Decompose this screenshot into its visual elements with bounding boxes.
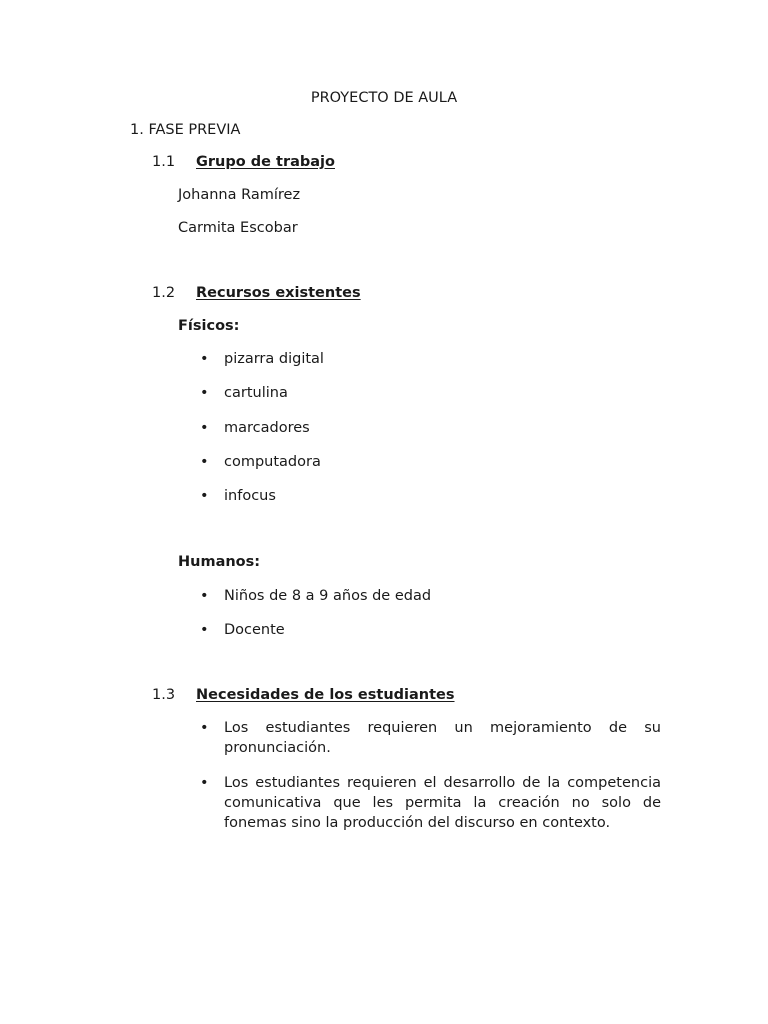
- section-heading-necesidades: Necesidades de los estudiantes: [196, 687, 455, 703]
- phase-heading: 1. FASE PREVIA: [130, 122, 241, 138]
- subheading-humanos: Humanos:: [178, 554, 261, 570]
- section-number: 1.3: [152, 687, 176, 703]
- member-name: Johanna Ramírez: [178, 187, 301, 203]
- bullet-icon: •: [200, 622, 209, 638]
- bullet-icon: •: [200, 588, 209, 604]
- document-title: PROYECTO DE AULA: [310, 90, 458, 106]
- subheading-fisicos: Físicos:: [178, 318, 240, 334]
- section-number: 1.1: [152, 154, 176, 170]
- bullet-icon: •: [200, 775, 209, 791]
- section-heading-grupo: Grupo de trabajo: [196, 154, 335, 170]
- bullet-icon: •: [200, 454, 209, 470]
- bullet-icon: •: [200, 351, 209, 367]
- section-heading-recursos: Recursos existentes: [196, 285, 361, 301]
- bullet-icon: •: [200, 385, 209, 401]
- bullet-icon: •: [200, 488, 209, 504]
- bullet-icon: •: [200, 420, 209, 436]
- document-page: PROYECTO DE AULA 1. FASE PREVIA 1.1 Grupo de trabajo Johanna Ramírez Carmita Escobar 1.2 Recursos existentes Físicos: • pizarra digital • cartulina • marcadores • computadora • infocus Humanos: • Niños de 8 a 9 años de edad • Docente 1.3 Necesidades de los estudiantes • Los estudiantes requieren un mejoramiento de su pronunciación. • Los estudiantes requieren el desarrollo de la competencia comunicativa que les permita la creación no solo de fonemas sino la producción del discurso en contexto.: [0, 0, 768, 1024]
- member-name: Carmita Escobar: [178, 220, 298, 236]
- section-number: 1.2: [152, 285, 176, 301]
- bullet-icon: •: [200, 720, 209, 736]
